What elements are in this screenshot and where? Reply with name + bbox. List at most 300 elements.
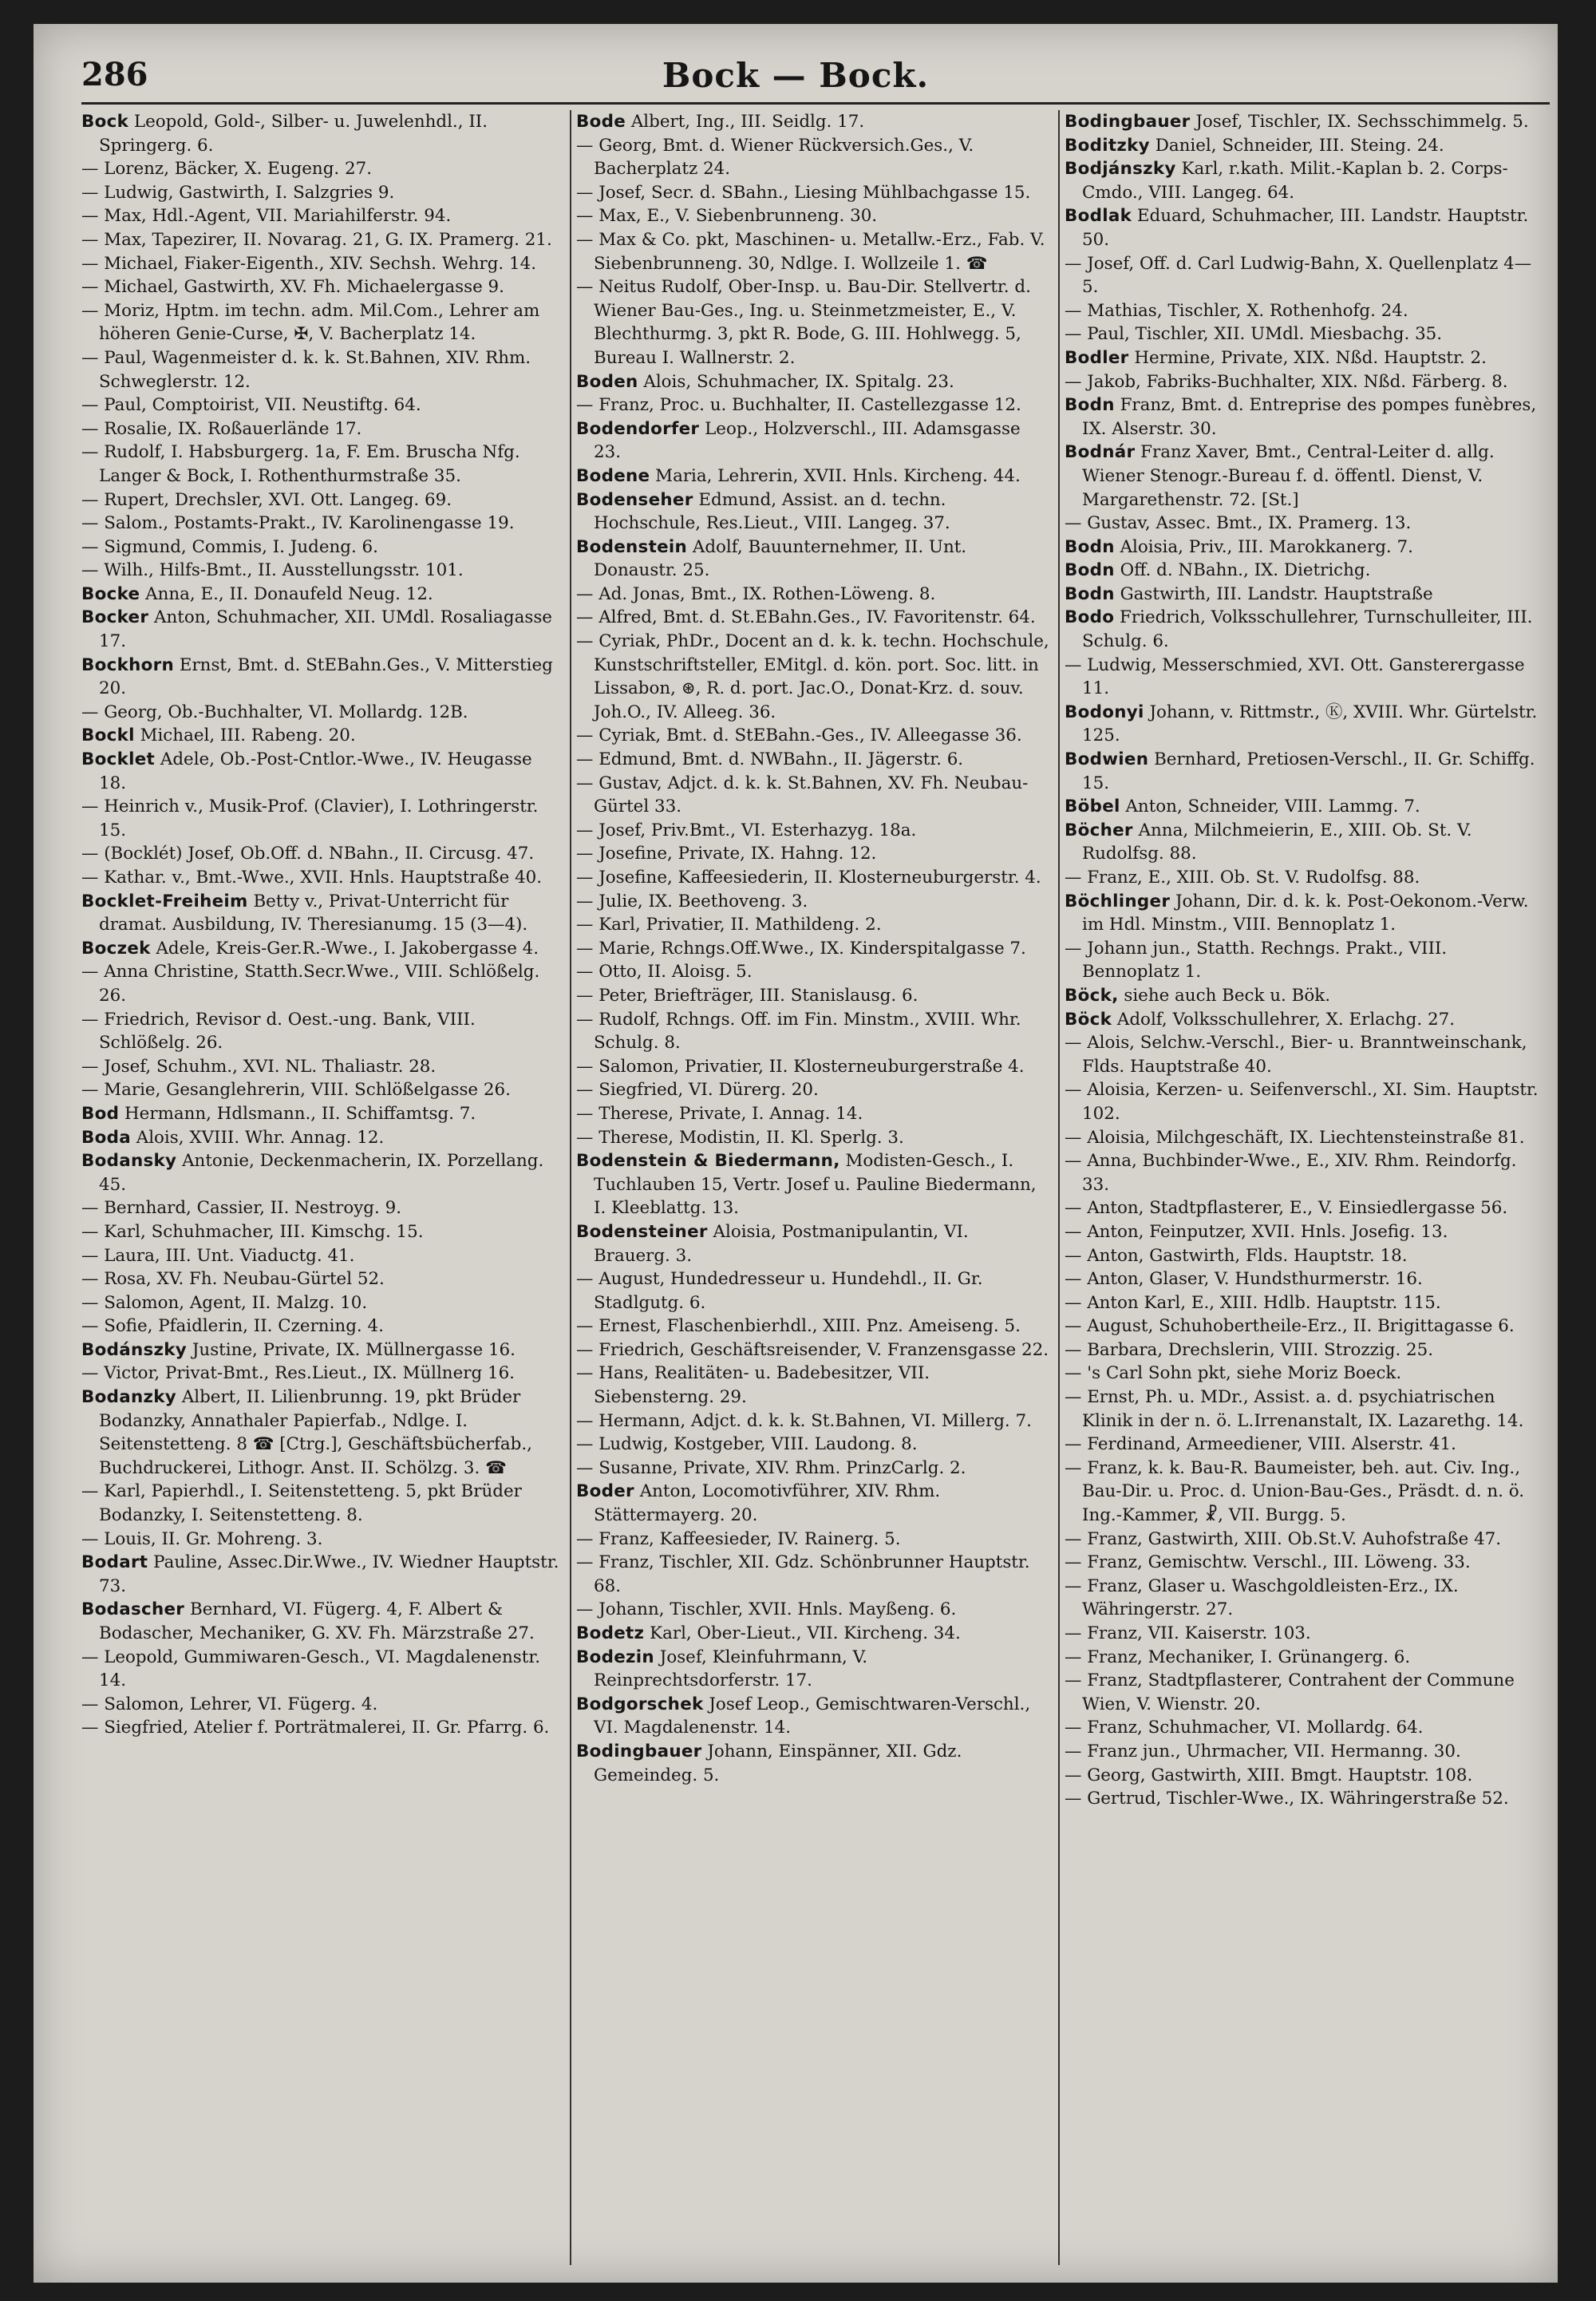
entry-surname: Böck [1065, 1009, 1112, 1030]
entry-details: Pauline, Assec.Dir.Wwe., IV. Wiedner Hauptstr. 73. [99, 1552, 559, 1596]
directory-entry [576, 1622, 1050, 1646]
directory-entry [1065, 1196, 1543, 1220]
directory-entry [1065, 252, 1543, 299]
directory-entry [1065, 512, 1543, 536]
entry-details: — Josef, Schuhm., XVI. NL. Thaliastr. 28. [81, 1056, 437, 1077]
entry-details: siehe auch Beck u. Bök. [1124, 985, 1330, 1006]
entry-details: — Marie, Rchngs.Off.Wwe., IX. Kinderspitalgasse 7. [576, 938, 1026, 959]
entry-details: — Franz, Kaffeesieder, IV. Rainerg. 5. [576, 1528, 901, 1549]
entry-surname: Böcher [1065, 820, 1133, 840]
directory-entry [81, 1078, 560, 1102]
directory-entry [1065, 370, 1543, 394]
entry-details: — Aloisia, Milchgeschäft, IX. Liechtensteinstraße 81. [1065, 1127, 1525, 1148]
entry-details: Hermine, Private, XIX. Nßd. Hauptstr. 2. [1134, 347, 1487, 368]
entry-surname: Bodn [1065, 536, 1115, 557]
entry-surname: Bodenstein & Biedermann, [576, 1151, 840, 1172]
entry-details: — Franz, Tischler, XII. Gdz. Schönbrunner Hauptstr. 68. [576, 1552, 1030, 1596]
entry-details: — Therese, Modistin, II. Kl. Sperlg. 3. [576, 1127, 904, 1148]
directory-entry [81, 346, 560, 393]
directory-page [34, 24, 1558, 2283]
entry-surname: Böck, [1065, 985, 1119, 1006]
directory-entry [81, 937, 560, 961]
entry-surname: Bodn [1065, 583, 1115, 604]
directory-entry [1065, 204, 1543, 251]
entry-surname: Bodetz [576, 1623, 645, 1643]
directory-entry [1065, 819, 1543, 866]
directory-entry [576, 1528, 1050, 1552]
entry-details: — Bernhard, Cassier, II. Nestroyg. 9. [81, 1198, 402, 1219]
entry-details: Bernhard, VI. Fügerg. 4, F. Albert & Bodascher, Mechaniker, G. XV. Fh. Märzstraße 27. [99, 1599, 535, 1643]
entry-details: — Salomon, Privatier, II. Klosterneuburgerstraße 4. [576, 1056, 1025, 1077]
header-rule [81, 102, 1550, 105]
directory-entry [1065, 1078, 1543, 1125]
entry-details: — Heinrich v., Musik-Prof. (Clavier), I. Lothringerstr. 15. [81, 797, 539, 840]
entry-details: Adolf, Bauunternehmer, II. Unt. Donaustr. 25. [594, 536, 967, 581]
entry-details: — Max, E., V. Siebenbrunneng. 30. [576, 206, 878, 227]
directory-entry [1065, 1764, 1543, 1788]
directory-entry [576, 1220, 1050, 1267]
directory-entry [576, 866, 1050, 890]
entry-surname: Bodn [1065, 560, 1115, 581]
directory-entry [81, 654, 560, 701]
entry-surname: Bodingbauer [1065, 112, 1191, 132]
entry-details: — Jakob, Fabriks-Buchhalter, XIX. Nßd. Färberg. 8. [1065, 371, 1508, 392]
entry-details: — Johann jun., Statth. Rechngs. Prakt., VIII. Bennoplatz 1. [1065, 938, 1448, 982]
directory-entry [576, 417, 1050, 465]
directory-entry [81, 1149, 560, 1196]
directory-entry [1065, 1622, 1543, 1646]
entry-details: Johann, v. Rittmstr., Ⓚ, XVIII. Whr. Gürtelstr. 125. [1082, 702, 1538, 746]
entry-surname: Bocke [81, 583, 140, 604]
entry-details: Alois, XVIII. Whr. Annag. 12. [136, 1127, 385, 1148]
directory-entry [1065, 1669, 1543, 1716]
entry-surname: Bod [81, 1103, 120, 1124]
entry-details: Adolf, Volksschullehrer, X. Erlachg. 27. [1116, 1009, 1455, 1030]
entry-surname: Boczek [81, 938, 151, 959]
entry-details: — Georg, Gastwirth, XIII. Bmgt. Hauptstr. 108. [1065, 1765, 1473, 1785]
directory-entry [1065, 441, 1543, 512]
directory-entry [81, 1126, 560, 1150]
directory-entry [1065, 1787, 1543, 1811]
entry-surname: Böbel [1065, 797, 1120, 817]
entry-details: Anton, Locomotivführer, XIV. Rhm. Stättermayerg. 20. [594, 1481, 941, 1526]
entry-details: Edmund, Assist. an d. techn. Hochschule, Res.Lieut., VIII. Langeg. 37. [594, 489, 950, 534]
directory-entry [81, 441, 560, 488]
directory-entry [576, 1457, 1050, 1481]
entry-details: — Franz, Gastwirth, XIII. Ob.St.V. Auhofstraße 47. [1065, 1528, 1502, 1549]
entry-details: — Siegfried, VI. Dürerg. 20. [576, 1080, 819, 1101]
directory-entry [576, 536, 1050, 583]
entry-details: — Paul, Tischler, XII. UMdl. Miesbachg. 35. [1065, 324, 1443, 345]
entry-surname: Bodonyi [1065, 702, 1144, 722]
entry-details: — Franz, Stadtpflasterer, Contrahent der Commune Wien, V. Wienstr. 20. [1065, 1670, 1515, 1714]
directory-entry [576, 1598, 1050, 1622]
directory-entry [81, 795, 560, 842]
directory-entry [81, 1716, 560, 1740]
entry-details: — Ernest, Flaschenbierhdl., XIII. Pnz. Ameiseng. 5. [576, 1316, 1021, 1337]
entry-details: — August, Schuhobertheile-Erz., II. Brigittagasse 6. [1065, 1316, 1515, 1337]
entry-details: — Josef, Off. d. Carl Ludwig-Bahn, X. Quellenplatz 4—5. [1065, 253, 1532, 298]
entry-details: Albert, II. Lilienbrunng. 19, pkt Brüder Bodanzky, Annathaler Papierfab., Ndlge. I. Seitenstetteng. 8 ☎ [Ctrg.], Geschäftsbücherfab., Buchdruckerei, Lithogr. Anst. II. Schölzg. 3. ☎ [99, 1387, 532, 1478]
directory-entry [1065, 1267, 1543, 1291]
entry-details: Ernst, Bmt. d. StEBahn.Ges., V. Mitterstieg 20. [99, 654, 553, 699]
directory-entry [81, 181, 560, 205]
directory-entry [576, 1008, 1050, 1055]
entry-details: Adele, Ob.-Post-Cntlor.-Wwe., IV. Heugasse 18. [99, 749, 532, 793]
entry-details: — Anton, Feinputzer, XVII. Hnls. Josefig. 13. [1065, 1221, 1448, 1242]
directory-entry [576, 724, 1050, 748]
directory-entry [81, 204, 560, 228]
entry-details: Hermann, Hdlsmann., II. Schiffamtsg. 7. [124, 1103, 476, 1124]
directory-entry [81, 1551, 560, 1598]
directory-entry [576, 937, 1050, 961]
entry-details: — Ludwig, Gastwirth, I. Salzgries 9. [81, 182, 395, 203]
directory-entry [576, 913, 1050, 937]
entry-details: — Max, Hdl.-Agent, VII. Mariahilferstr. 94. [81, 206, 452, 227]
directory-entry [81, 488, 560, 512]
directory-entry [81, 960, 560, 1007]
entry-details: — Franz, Schuhmacher, VI. Mollardg. 64. [1065, 1718, 1424, 1738]
directory-entry [576, 1551, 1050, 1598]
entry-details: — Hans, Realitäten- u. Badebesitzer, VII. Siebensterng. 29. [576, 1363, 930, 1408]
entry-details: Aloisia, Postmanipulantin, VI. Brauerg. 3. [594, 1221, 969, 1266]
entry-details: — Barbara, Drechslerin, VIII. Strozzig. 25. [1065, 1339, 1434, 1360]
directory-entry [81, 1055, 560, 1079]
entry-details: — Josef, Secr. d. SBahn., Liesing Mühlbachgasse 15. [576, 182, 1031, 203]
directory-entry [1065, 157, 1543, 204]
entry-surname: Bode [576, 112, 626, 132]
running-head: Bock — Bock. [662, 56, 930, 95]
entry-details: Albert, Ing., III. Seidlg. 17. [630, 112, 865, 132]
directory-entry [81, 1646, 560, 1693]
directory-entry [1065, 583, 1543, 607]
directory-entry [576, 606, 1050, 630]
entry-details: Modisten-Gesch., I. Tuchlauben 15, Vertr. Josef u. Pauline Biedermann, I. Kleeblattg. 13. [594, 1151, 1037, 1219]
directory-entry [576, 228, 1050, 275]
entry-details: — Salom., Postamts-Prakt., IV. Karolinengasse 19. [81, 513, 515, 534]
entry-surname: Bodler [1065, 347, 1129, 368]
entry-surname: Boditzky [1065, 135, 1150, 156]
entry-details: — Ferdinand, Armeediener, VIII. Alserstr. 41. [1065, 1434, 1456, 1455]
directory-entry [1065, 654, 1543, 701]
directory-entry [81, 1267, 560, 1291]
directory-entry [576, 819, 1050, 843]
entry-surname: Bodendorfer [576, 418, 700, 439]
entry-details: Off. d. NBahn., IX. Dietrichg. [1120, 560, 1371, 581]
directory-entry [1065, 1386, 1543, 1433]
entry-details: — Sigmund, Commis, I. Judeng. 6. [81, 536, 378, 557]
entry-details: Alois, Schuhmacher, IX. Spitalg. 23. [643, 371, 954, 392]
entry-surname: Bodwien [1065, 749, 1149, 770]
directory-entry [1065, 937, 1543, 984]
directory-entry [1065, 1244, 1543, 1268]
entry-details: — Josefine, Private, IX. Hahng. 12. [576, 844, 877, 864]
directory-entry [81, 1291, 560, 1315]
entry-details: Anna, E., II. Donaufeld Neug. 12. [145, 583, 433, 604]
directory-entry [576, 275, 1050, 370]
entry-surname: Bodo [1065, 607, 1115, 628]
entry-details: Aloisia, Priv., III. Marokkanerg. 7. [1120, 536, 1413, 557]
directory-entry [576, 1362, 1050, 1409]
directory-entry [1065, 748, 1543, 795]
entry-surname: Bocker [81, 607, 149, 628]
entry-surname: Bodascher [81, 1599, 185, 1620]
directory-entry [576, 748, 1050, 772]
directory-entry [576, 134, 1050, 181]
directory-entry [81, 724, 560, 748]
entry-details: — Hermann, Adjct. d. k. k. St.Bahnen, VI. Millerg. 7. [576, 1410, 1032, 1431]
directory-entry [81, 583, 560, 607]
entry-surname: Bodezin [576, 1647, 654, 1667]
entry-details: — Max & Co. pkt, Maschinen- u. Metallw.-Erz., Fab. V. Siebenbrunneng. 30, Ndlge. I. Wollzeile 1. ☎ [576, 229, 1045, 274]
directory-entry [576, 630, 1050, 724]
entry-details: — Friedrich, Geschäftsreisender, V. Franzensgasse 22. [576, 1339, 1049, 1360]
entry-details: Justine, Private, IX. Müllnergasse 16. [192, 1339, 516, 1360]
entry-details: — Aloisia, Kerzen- u. Seifenverschl., XI. Sim. Hauptstr. 102. [1065, 1080, 1539, 1124]
entry-details: — Friedrich, Revisor d. Oest.-ung. Bank, VIII. Schlößelg. 26. [81, 1009, 476, 1054]
entry-details: — Salomon, Lehrer, VI. Fügerg. 4. [81, 1694, 378, 1714]
entry-details: — Julie, IX. Beethoveng. 3. [576, 891, 808, 911]
entry-details: — Wilh., Hilfs-Bmt., II. Ausstellungsstr. 101. [81, 560, 464, 581]
entry-details: — Gustav, Adjct. d. k. k. St.Bahnen, XV. Fh. Neubau-Gürtel 33. [576, 773, 1029, 817]
entry-details: — August, Hundedresseur u. Hundehdl., II. Gr. Stadlgutg. 6. [576, 1269, 983, 1313]
directory-entry [81, 1102, 560, 1126]
entry-details: Daniel, Schneider, III. Steing. 24. [1155, 135, 1444, 156]
entry-details: — Alfred, Bmt. d. St.EBahn.Ges., IV. Favoritenstr. 64. [576, 607, 1036, 628]
entry-details: Anna, Milchmeierin, E., XIII. Ob. St. V. Rudolfsg. 88. [1082, 820, 1472, 864]
directory-entry [1065, 1338, 1543, 1362]
directory-entry [81, 701, 560, 725]
directory-entry [81, 512, 560, 536]
entry-surname: Bockl [81, 725, 135, 746]
entry-surname: Bodingbauer [576, 1741, 702, 1761]
directory-entry [81, 1362, 560, 1386]
directory-entry [81, 1528, 560, 1552]
entry-details: Betty v., Privat-Unterricht für dramat. Ausbildung, IV. Theresianumg. 15 (3—4). [99, 891, 528, 935]
entry-details: Friedrich, Volksschullehrer, Turnschulleiter, III. Schulg. 6. [1082, 607, 1533, 652]
entry-details: — Paul, Wagenmeister d. k. k. St.Bahnen, XIV. Rhm. Schweglerstr. 12. [81, 347, 531, 392]
directory-entry [1065, 1362, 1543, 1386]
entry-details: — Siegfried, Atelier f. Porträtmalerei, II. Gr. Pfarrg. 6. [81, 1718, 550, 1738]
entry-details: — Franz, Proc. u. Buchhalter, II. Castellezgasse 12. [576, 395, 1021, 416]
entry-details: — Georg, Bmt. d. Wiener Rückversich.Ges., V. Bacherplatz 24. [576, 135, 974, 180]
directory-entry [81, 1315, 560, 1338]
directory-entry [1065, 1433, 1543, 1457]
entry-details: Bernhard, Pretiosen-Verschl., II. Gr. Schiffg. 15. [1082, 749, 1535, 793]
entry-details: — 's Carl Sohn pkt, siehe Moriz Boeck. [1065, 1363, 1402, 1384]
entry-surname: Bodene [576, 465, 650, 486]
entry-details: — Kathar. v., Bmt.-Wwe., XVII. Hnls. Hauptstraße 40. [81, 868, 543, 888]
entry-details: — Ernst, Ph. u. MDr., Assist. a. d. psychiatrischen Klinik in der n. ö. L.Irrenanstalt, IX. Lazarethg. 14. [1065, 1387, 1524, 1431]
directory-entry [81, 1220, 560, 1244]
entry-surname: Boda [81, 1127, 131, 1148]
entry-surname: Bocklet-Freiheim [81, 891, 248, 911]
entry-details: — Ludwig, Kostgeber, VIII. Laudong. 8. [576, 1434, 918, 1455]
directory-entry [576, 960, 1050, 984]
entry-details: — Leopold, Gummiwaren-Gesch., VI. Magdalenenstr. 14. [81, 1647, 540, 1691]
entry-details: — Cyriak, Bmt. d. StEBahn.-Ges., IV. Alleegasse 36. [576, 725, 1022, 746]
entry-details: — Lorenz, Bäcker, X. Eugeng. 27. [81, 159, 373, 180]
directory-entry [81, 748, 560, 795]
entry-details: Eduard, Schuhmacher, III. Landstr. Hauptstr. 50. [1082, 206, 1529, 250]
entry-surname: Bodensteiner [576, 1221, 708, 1242]
entry-details: Leop., Holzverschl., III. Adamsgasse 23. [594, 418, 1021, 463]
entry-details: Karl, r.kath. Milit.-Kaplan b. 2. Corps-Cmdo., VIII. Langeg. 64. [1082, 159, 1508, 203]
directory-entry [1065, 346, 1543, 370]
entry-surname: Boden [576, 371, 638, 392]
entry-details: — Salomon, Agent, II. Malzg. 10. [81, 1292, 368, 1313]
directory-entry [81, 299, 560, 346]
entry-details: — Gertrud, Tischler-Wwe., IX. Währingerstraße 52. [1065, 1789, 1509, 1809]
directory-entry [1065, 322, 1543, 346]
directory-columns [81, 110, 1550, 2265]
entry-details: — Anton, Stadtpflasterer, E., V. Einsiedlergasse 56. [1065, 1198, 1508, 1219]
directory-entry [81, 252, 560, 276]
entry-details: — Anton, Gastwirth, Flds. Hauptstr. 18. [1065, 1245, 1408, 1266]
directory-entry [81, 157, 560, 181]
directory-entry [1065, 1551, 1543, 1575]
directory-entry [576, 181, 1050, 205]
entry-details: — Josefine, Kaffeesiederin, II. Klosterneuburgerstr. 4. [576, 868, 1041, 888]
directory-entry [576, 488, 1050, 536]
directory-entry [576, 1740, 1050, 1787]
directory-entry [1065, 1291, 1543, 1315]
entry-details: — Franz, E., XIII. Ob. St. V. Rudolfsg. 88. [1065, 868, 1420, 888]
entry-details: — Peter, Briefträger, III. Stanislausg. 6. [576, 985, 918, 1006]
directory-entry [1065, 606, 1543, 653]
directory-entry [1065, 1149, 1543, 1196]
entry-surname: Bodjánszky [1065, 159, 1176, 180]
entry-details: Maria, Lehrerin, XVII. Hnls. Kircheng. 44. [655, 465, 1021, 486]
entry-details: — Max, Tapezirer, II. Novarag. 21, G. IX. Pramerg. 21. [81, 229, 552, 250]
directory-entry [1065, 299, 1543, 323]
entry-details: — Neitus Rudolf, Ober-Insp. u. Bau-Dir. Stellvertr. d. Wiener Bau-Ges., Ing. u. Steinmetzmeister, E., V. Blechthurmg. 3, pkt R. Bode, G. III. Hohlwegg. 5, Bureau I. Wallnerstr. 2. [576, 277, 1031, 368]
directory-entry [576, 465, 1050, 488]
entry-details: — Franz, k. k. Bau-R. Baumeister, beh. aut. Civ. Ing., Bau-Dir. u. Proc. d. Union-Bau-Ges., Präsdt. d. n. ö. Ing.-Kammer, ☧, VII. Burgg. 5. [1065, 1457, 1525, 1526]
directory-entry [81, 1693, 560, 1717]
directory-entry [81, 417, 560, 441]
directory-entry [576, 1126, 1050, 1150]
directory-entry [1065, 1740, 1543, 1764]
entry-surname: Bodn [1065, 395, 1115, 416]
directory-entry [81, 228, 560, 252]
directory-entry [576, 984, 1050, 1008]
directory-entry [576, 1480, 1050, 1527]
directory-entry [1065, 1315, 1543, 1338]
directory-entry [576, 1338, 1050, 1362]
directory-entry [1065, 393, 1543, 441]
directory-entry [81, 110, 560, 157]
entry-details: — Rosalie, IX. Roßauerlände 17. [81, 418, 362, 439]
entry-details: — Rudolf, I. Habsburgerg. 1a, F. Em. Bruscha Nfg. Langer & Bock, I. Rothenthurmstraße 35. [81, 442, 520, 486]
directory-entry [576, 1646, 1050, 1693]
entry-surname: Bodnár [1065, 442, 1136, 463]
directory-entry [1065, 1031, 1543, 1078]
entry-details: Johann, Einspänner, XII. Gdz. Gemeindeg. 5. [594, 1741, 962, 1785]
entry-surname: Bock [81, 112, 129, 132]
entry-details: Franz, Bmt. d. Entreprise des pompes funèbres, IX. Alserstr. 30. [1082, 395, 1537, 439]
directory-entry [81, 1244, 560, 1268]
entry-details: Michael, III. Rabeng. 20. [140, 725, 356, 746]
entry-details: — Mathias, Tischler, X. Rothenhofg. 24. [1065, 300, 1408, 321]
entry-details: — Georg, Ob.-Buchhalter, VI. Mollardg. 12B. [81, 702, 468, 722]
directory-entry [81, 1008, 560, 1055]
entry-details: — Anton Karl, E., XIII. Hdlb. Hauptstr. 115. [1065, 1292, 1441, 1313]
entry-surname: Bodansky [81, 1151, 177, 1172]
directory-entry [576, 772, 1050, 819]
entry-details: Anton, Schneider, VIII. Lammg. 7. [1125, 797, 1420, 817]
entry-details: — Johann, Tischler, XVII. Hnls. Mayßeng. 6. [576, 1599, 957, 1620]
directory-entry [1065, 110, 1543, 134]
entry-details: — Sofie, Pfaidlerin, II. Czerning. 4. [81, 1316, 384, 1337]
entry-details: — Michael, Fiaker-Eigenth., XIV. Sechsh. Wehrg. 14. [81, 253, 537, 274]
directory-entry [576, 1409, 1050, 1433]
directory-entry [81, 559, 560, 583]
entry-details: — Laura, III. Unt. Viaductg. 41. [81, 1245, 355, 1266]
entry-details: — Rosa, XV. Fh. Neubau-Gürtel 52. [81, 1269, 385, 1290]
directory-entry [1065, 984, 1543, 1008]
entry-details: — Karl, Privatier, II. Mathildeng. 2. [576, 915, 882, 935]
entry-details: — Edmund, Bmt. d. NWBahn., II. Jägerstr. 6. [576, 749, 964, 770]
directory-entry [1065, 1528, 1543, 1552]
entry-details: — Cyriak, PhDr., Docent an d. k. k. techn. Hochschule, Kunstschriftsteller, EMitgl. d. kön. port. Soc. litt. in Lissabon, ⊛, R. d. port. Jac.O., Donat-Krz. d. souv. Joh.O., IV. Alleeg. 36. [576, 631, 1049, 722]
entry-details: Adele, Kreis-Ger.R.-Wwe., I. Jakobergasse 4. [156, 938, 539, 959]
directory-entry [81, 275, 560, 299]
directory-entry [1065, 1716, 1543, 1740]
directory-entry [576, 842, 1050, 866]
directory-entry [81, 1598, 560, 1645]
directory-entry [81, 842, 560, 866]
directory-entry [576, 1102, 1050, 1126]
entry-details: — Anna Christine, Statth.Secr.Wwe., VIII. Schlößelg. 26. [81, 962, 540, 1006]
entry-surname: Bodenstein [576, 536, 688, 557]
directory-entry [81, 1386, 560, 1480]
entry-details: Josef, Tischler, IX. Sechsschimmelg. 5. [1195, 112, 1529, 132]
entry-details: — (Bocklét) Josef, Ob.Off. d. NBahn., II. Circusg. 47. [81, 844, 535, 864]
entry-details: Johann, Dir. d. k. k. Post-Oekonom.-Verw. im Hdl. Minstm., VIII. Bennoplatz 1. [1082, 891, 1529, 935]
entry-details: — Franz jun., Uhrmacher, VII. Hermanng. 30. [1065, 1741, 1461, 1761]
entry-details: — Rudolf, Rchngs. Off. im Fin. Minstm., XVIII. Whr. Schulg. 8. [576, 1009, 1021, 1054]
entry-details: — Marie, Gesanglehrerin, VIII. Schlößelgasse 26. [81, 1080, 511, 1101]
directory-entry [1065, 701, 1543, 748]
directory-entry [81, 890, 560, 937]
entry-details: — Anton, Glaser, V. Hundsthurmerstr. 16. [1065, 1269, 1423, 1290]
directory-entry [576, 204, 1050, 228]
directory-entry [1065, 134, 1543, 158]
entry-details: — Louis, II. Gr. Mohreng. 3. [81, 1528, 323, 1549]
directory-entry [1065, 1575, 1543, 1622]
entry-details: — Anna, Buchbinder-Wwe., E., XIV. Rhm. Reindorfg. 33. [1065, 1151, 1517, 1195]
directory-entry [81, 1338, 560, 1362]
entry-surname: Boder [576, 1481, 634, 1502]
entry-details: — Michael, Gastwirth, XV. Fh. Michaelergasse 9. [81, 277, 504, 298]
directory-entry [1065, 795, 1543, 819]
entry-details: — Moriz, Hptm. im techn. adm. Mil.Com., Lehrer am höheren Genie-Curse, ✠, V. Bacherplatz 14. [81, 300, 540, 345]
entry-surname: Bodánszky [81, 1339, 188, 1360]
entry-details: — Otto, II. Aloisg. 5. [576, 962, 753, 982]
entry-surname: Bodenseher [576, 489, 693, 510]
directory-entry [576, 1267, 1050, 1315]
entry-details: Gastwirth, III. Landstr. Hauptstraße [1120, 583, 1433, 604]
directory-entry [576, 1315, 1050, 1338]
directory-entry [576, 1055, 1050, 1079]
column-3 [1058, 110, 1543, 2265]
entry-details: — Victor, Privat-Bmt., Res.Lieut., IX. Müllnerg 16. [81, 1363, 515, 1384]
entry-details: — Josef, Priv.Bmt., VI. Esterhazyg. 18a. [576, 820, 917, 840]
entry-details: — Ludwig, Messerschmied, XVI. Ott. Gansterergasse 11. [1065, 654, 1525, 699]
directory-entry [576, 393, 1050, 417]
entry-surname: Bodlak [1065, 206, 1132, 227]
